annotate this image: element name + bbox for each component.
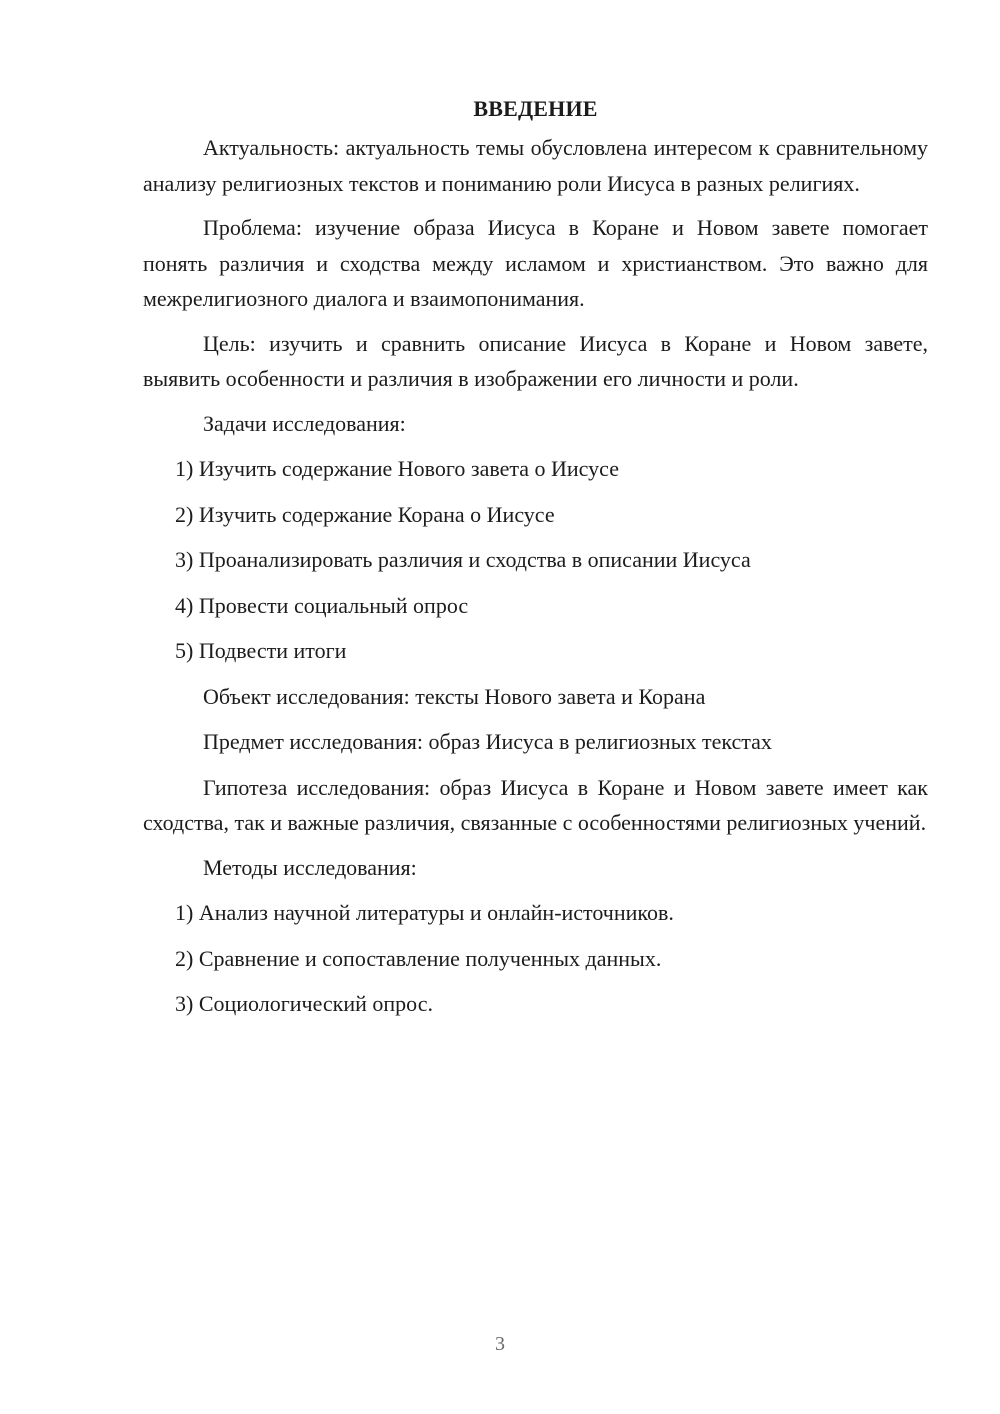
subject-line: Предмет исследования: образ Иисуса в религиозных текстах [203,729,772,754]
tasks-heading: Задачи исследования: [203,410,406,436]
page-number: 3 [495,1333,505,1355]
page-title: ВВЕДЕНИЕ [473,96,598,121]
task-item: 2) Изучить содержание Корана о Иисусе [175,501,555,527]
method-item: 1) Анализ научной литературы и онлайн-источников. [175,900,674,925]
task-item: 4) Провести социальный опрос [175,592,469,618]
relevance-paragraph: Актуальность: актуальность темы обусловлена интересом к сравнительному анализу религиозных текстов и пониманию роли Иисуса в разных религиях. [143,135,928,196]
methods-heading: Методы исследования: [203,854,417,880]
method-item: 2) Сравнение и сопоставление полученных данных. [175,945,662,971]
task-item: 5) Подвести итоги [175,638,347,663]
method-item: 3) Социологический опрос. [175,991,433,1016]
task-item: 1) Изучить содержание Нового завета о Иисусе [175,456,619,481]
problem-paragraph: Проблема: изучение образа Иисуса в Коране и Новом завете помогает понять различия и сходства между исламом и христианством. Это важно для межрелигиозного диалога и взаимопонимания. [143,215,928,311]
goal-paragraph: Цель: изучить и сравнить описание Иисуса в Коране и Новом завете, выявить особенности и различия в изображении его личности и роли. [143,330,928,391]
task-item: 3) Проанализировать различия и сходства в описании Иисуса [175,547,751,572]
object-line: Объект исследования: тексты Нового завета и Корана [203,683,706,709]
hypothesis-paragraph: Гипотеза исследования: образ Иисуса в Коране и Новом завете имеет как сходства, так и важные различия, связанные с особенностями религиозных учений. [143,774,928,835]
document-page [143,92,928,1032]
